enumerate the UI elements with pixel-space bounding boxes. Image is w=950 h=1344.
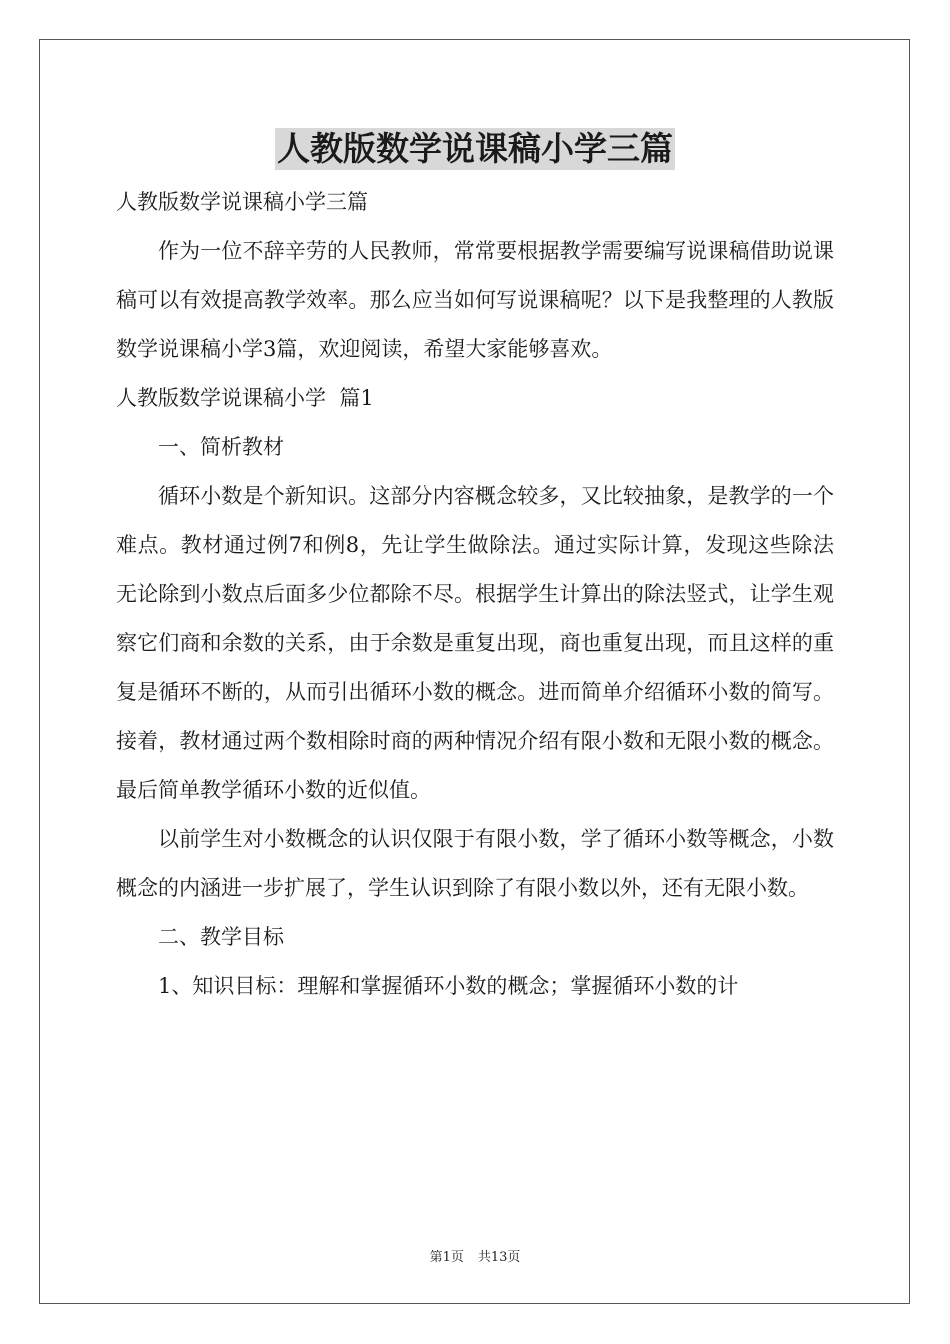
page-footer xyxy=(0,1246,950,1265)
analysis-paragraph-2: 以前学生对小数概念的认识仅限于有限小数，学了循环小数等概念，小数概念的内涵进一步扩展了，学生认识到除了有限小数以外，还有无限小数。 xyxy=(116,827,834,900)
page-total: 共13页 xyxy=(477,1250,521,1265)
document-body xyxy=(116,178,834,1011)
section-heading: 人教版数学说课稿小学 篇1 xyxy=(116,386,374,410)
document-title: 人教版数学说课稿小学三篇 xyxy=(277,129,673,168)
goal-paragraph-1: 1、知识目标：理解和掌握循环小数的概念；掌握循环小数的计 xyxy=(158,974,739,998)
title-container xyxy=(0,128,950,170)
heading-analysis: 一、简析教材 xyxy=(158,435,284,459)
document-subtitle: 人教版数学说课稿小学三篇 xyxy=(116,190,368,214)
intro-paragraph: 作为一位不辞辛劳的人民教师，常常要根据教学需要编写说课稿借助说课稿可以有效提高教学效率。那么应当如何写说课稿呢？以下是我整理的人教版数学说课稿小学3篇，欢迎阅读，希望大家能够喜欢。 xyxy=(116,239,834,361)
heading-goals: 二、教学目标 xyxy=(158,925,284,949)
page-number: 第1页 xyxy=(429,1250,464,1265)
analysis-paragraph-1: 循环小数是个新知识。这部分内容概念较多，又比较抽象，是教学的一个难点。教材通过例7和例8，先让学生做除法。通过实际计算，发现这些除法无论除到小数点后面多少位都除不尽。根据学生计算出的除法竖式，让学生观察它们商和余数的关系，由于余数是重复出现，商也重复出现，而且这样的重复是循环不断的，从而引出循环小数的概念。进而简单介绍循环小数的简写。接着，教材通过两个数相除时商的两种情况介绍有限小数和无限小数的概念。最后简单教学循环小数的近似值。 xyxy=(116,484,834,802)
